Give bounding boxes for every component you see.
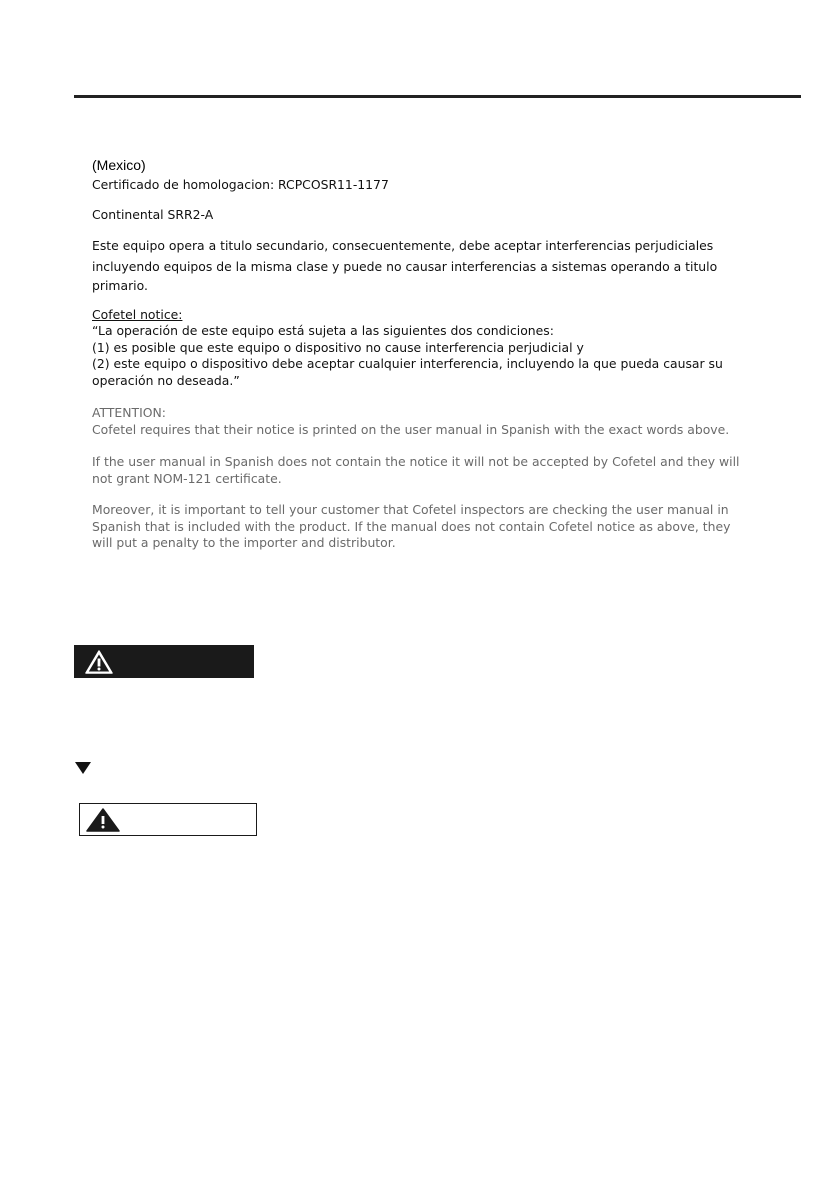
warning-triangle-icon — [84, 649, 114, 675]
secondary-notice-line: incluyendo equipos de la misma clase y puede no causar interferencias a sistemas operando a titulo — [92, 259, 718, 274]
down-triangle-icon — [74, 761, 92, 775]
attention-heading: ATTENTION: — [92, 405, 166, 420]
cofetel-line: (1) es posible que este equipo o dispositivo no cause interferencia perjudicial y — [92, 340, 584, 355]
attention-line: will put a penalty to the importer and distributor. — [92, 535, 396, 550]
cofetel-heading: Cofetel notice: — [92, 307, 183, 322]
region-heading: (Mexico) — [92, 157, 146, 173]
secondary-notice-line: Este equipo opera a titulo secundario, consecuentemente, debe aceptar interferencias perjudiciales — [92, 238, 714, 253]
secondary-notice-line: primario. — [92, 278, 148, 293]
certificate-number: Certificado de homologacion: RCPCOSR11-1177 — [92, 177, 389, 192]
attention-line: Cofetel requires that their notice is printed on the user manual in Spanish with the exact words above. — [92, 422, 730, 437]
attention-line: not grant NOM-121 certificate. — [92, 471, 282, 486]
top-divider — [74, 95, 801, 98]
attention-line: If the user manual in Spanish does not contain the notice it will not be accepted by Cofetel and they will — [92, 454, 740, 469]
attention-line: Spanish that is included with the product. If the manual does not contain Cofetel notice as above, they — [92, 519, 731, 534]
cofetel-line: (2) este equipo o dispositivo debe aceptar cualquier interferencia, incluyendo la que pueda causar su — [92, 356, 723, 371]
caution-label — [79, 803, 257, 836]
model-name: Continental SRR2-A — [92, 207, 214, 222]
cofetel-line: operación no deseada.” — [92, 373, 240, 388]
attention-line: Moreover, it is important to tell your customer that Cofetel inspectors are checking the user manual in — [92, 502, 729, 517]
warning-label — [74, 645, 254, 678]
cofetel-line: “La operación de este equipo está sujeta a las siguientes dos condiciones: — [92, 323, 554, 338]
caution-triangle-icon — [84, 807, 122, 833]
